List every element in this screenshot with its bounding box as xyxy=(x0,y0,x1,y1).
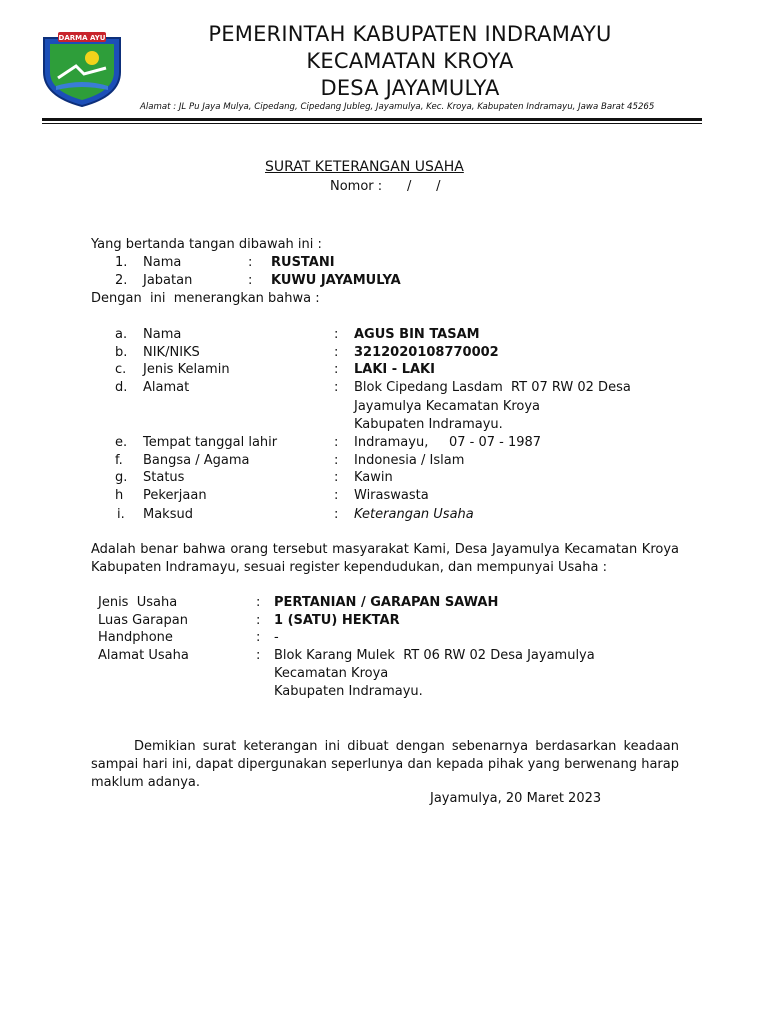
document-number: Nomor : / / xyxy=(330,179,441,194)
intro-text: Yang bertanda tangan dibawah ini : xyxy=(91,237,322,252)
person-sep: : xyxy=(334,470,339,485)
person-value: Blok Cipedang Lasdam RT 07 RW 02 Desa xyxy=(354,380,631,395)
business-value: Blok Karang Mulek RT 06 RW 02 Desa Jayamulya xyxy=(274,648,595,663)
business-label: Jenis Usaha xyxy=(98,595,178,610)
person-num: h xyxy=(115,488,124,503)
person-value-line3: Kabupaten Indramayu. xyxy=(354,417,503,432)
person-num: f. xyxy=(115,453,123,468)
business-label: Alamat Usaha xyxy=(98,648,189,663)
document-title: SURAT KETERANGAN USAHA xyxy=(265,159,464,175)
business-label: Luas Garapan xyxy=(98,613,188,628)
person-sep: : xyxy=(334,488,339,503)
business-sep: : xyxy=(256,613,261,628)
person-num: d. xyxy=(115,380,128,395)
person-sep: : xyxy=(334,362,339,377)
person-value: Indonesia / Islam xyxy=(354,453,465,468)
person-label: Pekerjaan xyxy=(143,488,207,503)
business-value: - xyxy=(274,630,279,645)
place-date: Jayamulya, 20 Maret 2023 xyxy=(430,791,602,806)
signer-num: 1. xyxy=(115,255,128,270)
business-sep: : xyxy=(256,648,261,663)
signer-value: RUSTANI xyxy=(271,255,335,270)
svg-text:DARMA AYU: DARMA AYU xyxy=(58,34,106,42)
person-num: i. xyxy=(117,507,125,522)
person-sep: : xyxy=(334,345,339,360)
person-label: Nama xyxy=(143,327,182,342)
person-label: Jenis Kelamin xyxy=(143,362,230,377)
signer-value: KUWU JAYAMULYA xyxy=(271,273,401,288)
signer-label: Nama xyxy=(143,255,182,270)
person-value: Kawin xyxy=(354,470,393,485)
statement-text: Dengan ini menerangkan bahwa : xyxy=(91,291,320,306)
person-value: 3212020108770002 xyxy=(354,345,499,360)
person-label: NIK/NIKS xyxy=(143,345,200,360)
person-value: Wiraswasta xyxy=(354,488,429,503)
business-sep: : xyxy=(256,595,261,610)
person-label: Maksud xyxy=(143,507,193,522)
business-value-line2: Kecamatan Kroya xyxy=(274,666,389,681)
person-sep: : xyxy=(334,507,339,522)
person-num: e. xyxy=(115,435,128,450)
person-num: c. xyxy=(115,362,127,377)
header-divider-thin xyxy=(42,123,702,124)
header-divider-thick xyxy=(42,118,702,121)
person-value: Indramayu, 07 - 07 - 1987 xyxy=(354,435,542,450)
person-label: Tempat tanggal lahir xyxy=(143,435,278,450)
signer-sep: : xyxy=(248,255,253,270)
business-value-line3: Kabupaten Indramayu. xyxy=(274,684,423,699)
person-label: Bangsa / Agama xyxy=(143,453,250,468)
signer-num: 2. xyxy=(115,273,128,288)
person-sep: : xyxy=(334,327,339,342)
signer-label: Jabatan xyxy=(143,273,193,288)
header-village: DESA JAYAMULYA xyxy=(320,76,500,100)
person-label: Alamat xyxy=(143,380,190,395)
business-sep: : xyxy=(256,630,261,645)
person-num: b. xyxy=(115,345,128,360)
person-value-line2: Jayamulya Kecamatan Kroya xyxy=(354,399,541,414)
person-value: AGUS BIN TASAM xyxy=(354,327,480,342)
person-num: a. xyxy=(115,327,128,342)
closing-paragraph: Demikian surat keterangan ini dibuat dengan sebenarnya berdasarkan keadaan sampai hari ini, dapat dipergunakan seperlunya dan kepada pihak yang berwenang harap maklum adanya. xyxy=(91,739,679,790)
business-label: Handphone xyxy=(98,630,173,645)
header-address: Alamat : JL Pu Jaya Mulya, Cipedang, Cipedang Jubleg, Jayamulya, Kec. Kroya, Kabupaten Indramayu, Jawa Barat 45265 xyxy=(140,102,655,112)
signer-sep: : xyxy=(248,273,253,288)
person-sep: : xyxy=(334,380,339,395)
business-value: 1 (SATU) HEKTAR xyxy=(274,613,400,628)
person-num: g. xyxy=(115,470,128,485)
business-value: PERTANIAN / GARAPAN SAWAH xyxy=(274,595,499,610)
person-sep: : xyxy=(334,435,339,450)
person-value: LAKI - LAKI xyxy=(354,362,435,377)
regency-logo xyxy=(36,28,128,108)
header-district: KECAMATAN KROYA xyxy=(306,49,514,73)
paragraph-body: Adalah benar bahwa orang tersebut masyarakat Kami, Desa Jayamulya Kecamatan Kroya Kabupaten Indramayu, sesuai register kependudukan, dan mempunyai Usaha : xyxy=(91,542,679,575)
person-value: Keterangan Usaha xyxy=(354,507,474,522)
header-government: PEMERINTAH KABUPATEN INDRAMAYU xyxy=(208,22,612,46)
person-sep: : xyxy=(334,453,339,468)
person-label: Status xyxy=(143,470,185,485)
